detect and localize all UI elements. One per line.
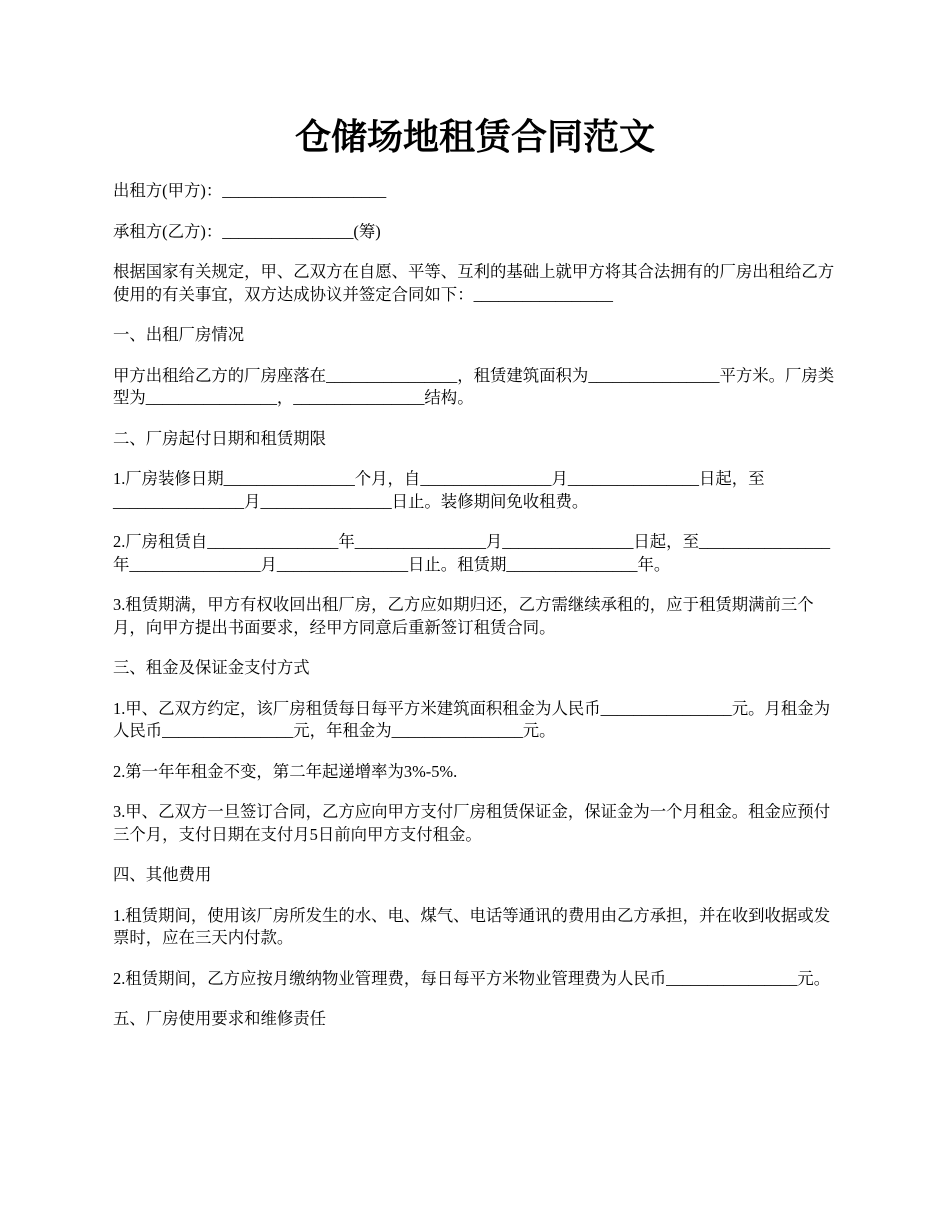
lessor-line: 出租方(甲方)：____________________ (113, 181, 387, 200)
clause-2-3: 3.租赁期满，甲方有权收回出租厂房，乙方应如期归还，乙方需继续承租的，应于租赁期满前三个月，向甲方提出书面要求，经甲方同意后重新签订租赁合同。 (113, 595, 814, 637)
clause-2-1: 1.厂房装修日期________________个月，自________________月________________日起，至________________月________________日止。装修期间免收租费。 (113, 469, 765, 511)
section-heading-3: 三、租金及保证金支付方式 (113, 658, 310, 677)
document-body (113, 180, 839, 1049)
section-heading-1: 一、出租厂房情况 (113, 325, 245, 344)
section-heading-2: 二、厂房起付日期和租赁期限 (113, 428, 327, 448)
section-heading-5: 五、厂房使用要求和维修责任 (113, 1009, 327, 1028)
clause-4-1: 1.租赁期间，使用该厂房所发生的水、电、煤气、电话等通讯的费用由乙方承担，并在收到收据或发票时，应在三天内付款。 (113, 905, 831, 947)
clause-3-3: 3.甲、乙双方一旦签订合同，乙方应向甲方支付厂房租赁保证金，保证金为一个月租金。租金应预付三个月，支付日期在支付月5日前向甲方支付租金。 (113, 802, 831, 844)
preamble-paragraph: 根据国家有关规定，甲、乙双方在自愿、平等、互利的基础上就甲方将其合法拥有的厂房出租给乙方使用的有关事宜，双方达成协议并签定合同如下：_________________ (113, 262, 835, 304)
clause-2-2: 2.厂房租赁自________________年________________月________________日起，至________________年________________月________________日止。租赁期________________年。 (113, 532, 831, 574)
lessee-line: 承租方(乙方)：________________(筹) (113, 221, 381, 241)
section-heading-4: 四、其他费用 (113, 865, 212, 884)
clause-3-2: 2.第一年年租金不变，第二年起递增率为3%-5%. (113, 761, 458, 781)
clause-3-1: 1.甲、乙双方约定，该厂房租赁每日每平方米建筑面积租金为人民币________________元。月租金为人民币________________元，年租金为________________元。 (113, 698, 831, 740)
document-title: 仓储场地租赁合同范文 (294, 117, 655, 157)
body-paragraph: 甲方出租给乙方的厂房座落在________________，租赁建筑面积为________________平方米。厂房类型为________________，________________结构。 (113, 365, 835, 407)
clause-4-2: 2.租赁期间，乙方应按月缴纳物业管理费，每日每平方米物业管理费为人民币________________元。 (113, 968, 831, 988)
